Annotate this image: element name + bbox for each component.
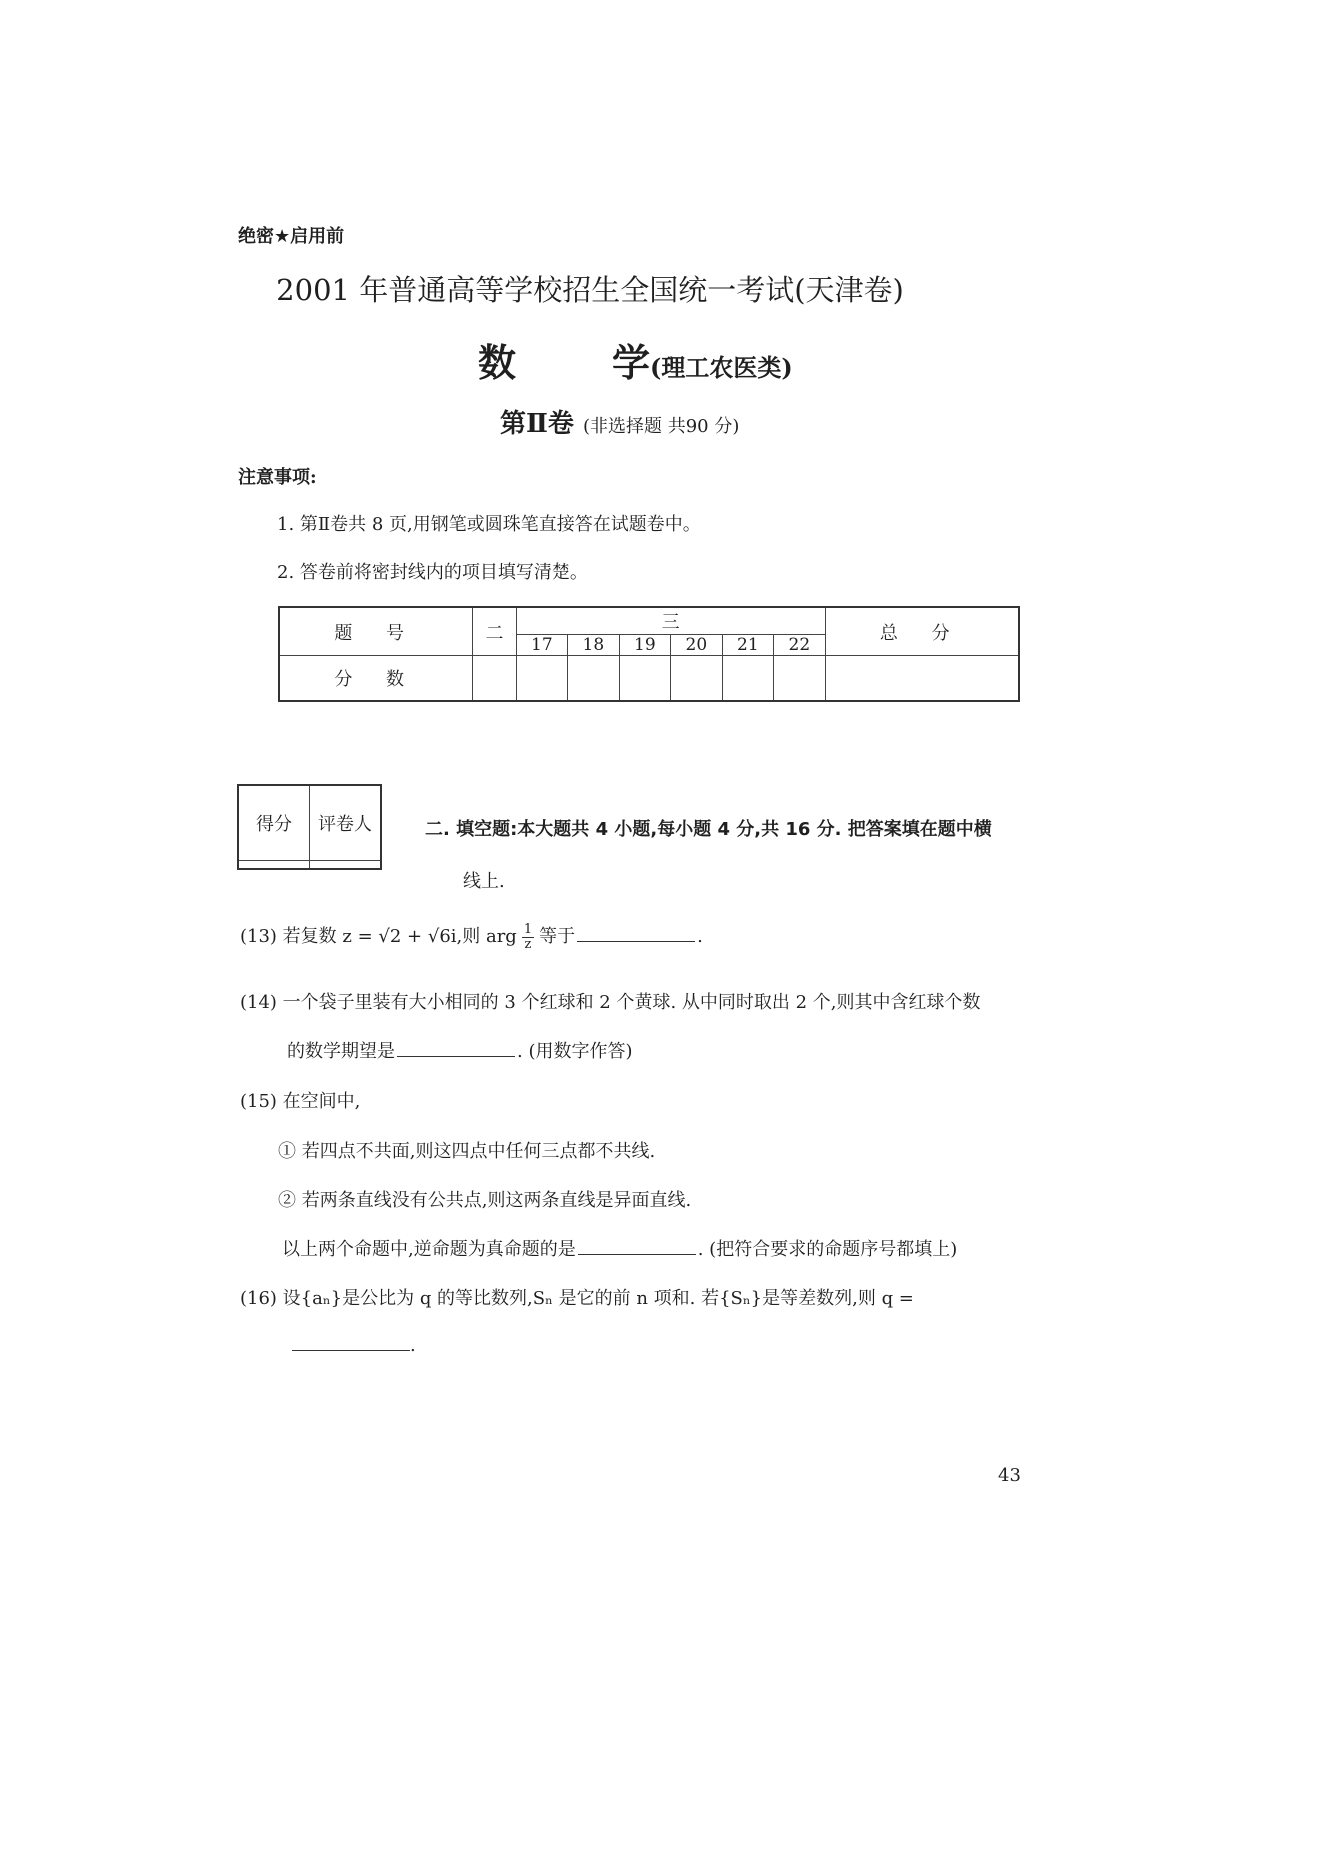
score-table-subcol-18: 18 <box>568 635 620 656</box>
score-table-col-three: 三 <box>516 607 825 635</box>
q14-text-after: . (用数字作答) <box>517 1041 633 1062</box>
score-cell-two[interactable] <box>473 656 516 702</box>
q16-answer-blank[interactable] <box>292 1349 410 1351</box>
q13-denominator: z <box>524 936 532 952</box>
volume-heading <box>500 403 739 440</box>
score-table-subcol-19: 19 <box>619 635 671 656</box>
volume-note: (非选择题 共90 分) <box>582 416 740 437</box>
notice-item-2: 2. 答卷前将密封线内的项目填写清楚。 <box>277 562 588 583</box>
q13-end: . <box>697 926 703 947</box>
score-cell-21[interactable] <box>722 656 774 702</box>
score-table-subcol-17: 17 <box>516 635 568 656</box>
grade-box <box>237 784 382 870</box>
grade-score-cell[interactable] <box>238 860 310 869</box>
q13-text-after: 等于 <box>539 926 576 947</box>
q13-answer-blank[interactable] <box>577 940 695 942</box>
q13-fraction <box>522 923 534 952</box>
question-16: (16) 设{aₙ}是公比为 q 的等比数列,Sₙ 是它的前 n 项和. 若{Sₙ}是等差数列,则 q = <box>240 1288 914 1309</box>
question-14-cont <box>287 1037 633 1063</box>
score-table-number-label: 题 号 <box>279 607 473 656</box>
grade-grader-label: 评卷人 <box>310 785 382 860</box>
score-cell-17[interactable] <box>516 656 568 702</box>
score-table-score-label: 分 数 <box>279 656 473 702</box>
q16-end: . <box>410 1335 416 1356</box>
question-15-item-1: ① 若四点不共面,则这四点中任何三点都不共线. <box>278 1141 656 1162</box>
section-title: 二. 填空题:本大题共 4 小题,每小题 4 分,共 16 分. 把答案填在题中横 <box>425 819 992 840</box>
q13-text: (13) 若复数 z = √2 + √6i,则 arg <box>240 926 517 947</box>
q14-answer-blank[interactable] <box>397 1055 515 1057</box>
score-cell-total[interactable] <box>825 656 1019 702</box>
score-cell-20[interactable] <box>671 656 723 702</box>
score-table-subcol-22: 22 <box>774 635 826 656</box>
score-table-subcol-20: 20 <box>671 635 723 656</box>
page-number: 43 <box>998 1465 1021 1486</box>
subject-title <box>478 332 793 387</box>
section-title-cont: 线上. <box>463 871 505 892</box>
notice-heading: 注意事项: <box>238 467 317 488</box>
q15-answer-blank[interactable] <box>578 1253 696 1255</box>
subject-char-1: 数 <box>478 340 517 385</box>
q13-numerator: 1 <box>523 921 533 937</box>
score-cell-22[interactable] <box>774 656 826 702</box>
notice-item-1: 1. 第Ⅱ卷共 8 页,用钢笔或圆珠笔直接答在试题卷中。 <box>277 514 701 535</box>
score-table-col-two: 二 <box>473 607 516 656</box>
grade-score-label: 得分 <box>238 785 310 860</box>
score-table <box>278 606 1020 702</box>
score-cell-19[interactable] <box>619 656 671 702</box>
subject-category: (理工农医类) <box>650 353 793 382</box>
question-15: (15) 在空间中, <box>240 1091 361 1112</box>
score-table-subcol-21: 21 <box>722 635 774 656</box>
q14-text: 的数学期望是 <box>287 1041 395 1062</box>
q15-ask-text: 以上两个命题中,逆命题为真命题的是 <box>282 1239 576 1260</box>
question-14: (14) 一个袋子里装有大小相同的 3 个红球和 2 个黄球. 从中同时取出 2 个,则其中含红球个数 <box>240 992 981 1013</box>
score-cell-18[interactable] <box>568 656 620 702</box>
subject-char-2: 学 <box>612 340 651 385</box>
grade-grader-cell[interactable] <box>310 860 382 869</box>
question-16-cont <box>292 1335 416 1356</box>
confidential-mark: 绝密★启用前 <box>238 226 345 247</box>
score-table-col-total: 总 分 <box>825 607 1019 656</box>
question-15-item-2: ② 若两条直线没有公共点,则这两条直线是异面直线. <box>278 1190 692 1211</box>
volume-label: 第Ⅱ卷 <box>500 409 574 439</box>
question-15-ask <box>282 1235 957 1261</box>
exam-title: 2001 年普通高等学校招生全国统一考试(天津卷) <box>276 273 904 307</box>
question-13 <box>240 922 703 952</box>
q15-ask-after: . (把符合要求的命题序号都填上) <box>697 1239 958 1260</box>
